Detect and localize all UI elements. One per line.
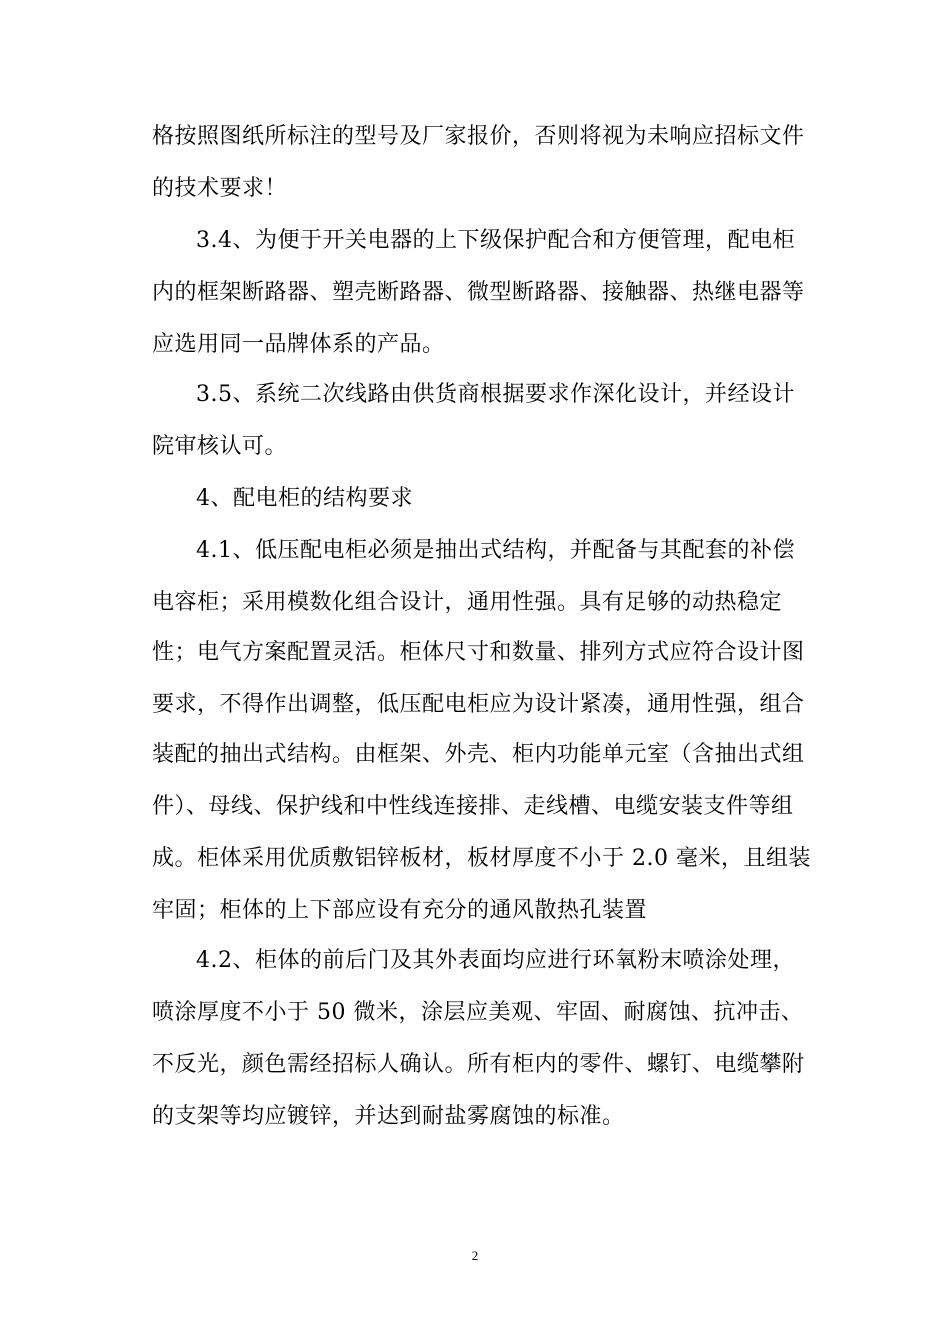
text-line: 4.2、柜体的前后门及其外表面均应进行环氧粉末喷涂处理，: [196, 948, 795, 973]
section-heading: 4、配电柜的结构要求: [196, 486, 413, 511]
text-line: 内的框架断路器、塑壳断路器、微型断路器、接触器、热继电器等: [152, 280, 805, 305]
text-line: 成。柜体采用优质敷铝锌板材，板材厚度不小于 2.0 毫米，且组装: [152, 846, 811, 871]
text-line: 性；电气方案配置灵活。柜体尺寸和数量、排列方式应符合设计图: [152, 640, 805, 665]
text-line: 4.1、低压配电柜必须是抽出式结构，并配备与其配套的补偿: [196, 538, 795, 563]
text-line: 格按照图纸所标注的型号及厂家报价，否则将视为未响应招标文件: [152, 124, 805, 149]
text-line: 3.4、为便于开关电器的上下级保护配合和方便管理，配电柜: [196, 228, 795, 253]
text-line: 的技术要求！: [152, 176, 288, 201]
text-line: 不反光，颜色需经招标人确认。所有柜内的零件、螺钉、电缆攀附: [152, 1052, 805, 1077]
text-line: 要求，不得作出调整，低压配电柜应为设计紧凑，通用性强，组合: [152, 692, 805, 717]
page-number: 2: [471, 1248, 479, 1263]
text-line: 牢固；柜体的上下部应设有充分的通风散热孔装置: [152, 898, 648, 923]
text-line: 院审核认可。: [152, 434, 288, 459]
text-line: 的支架等均应镀锌，并达到耐盐雾腐蚀的标准。: [152, 1104, 625, 1129]
text-line: 3.5、系统二次线路由供货商根据要求作深化设计，并经设计: [196, 382, 795, 407]
text-line: 件）、母线、保护线和中性线连接排、走线槽、电缆安装支件等组: [152, 794, 794, 819]
text-line: 喷涂厚度不小于 50 微米，涂层应美观、牢固、耐腐蚀、抗冲击、: [152, 1000, 804, 1025]
text-line: 应选用同一品牌体系的产品。: [152, 332, 445, 357]
text-line: 电容柜；采用模数化组合设计，通用性强。具有足够的动热稳定: [152, 590, 783, 615]
text-line: 装配的抽出式结构。由框架、外壳、柜内功能单元室（含抽出式组: [152, 742, 805, 767]
